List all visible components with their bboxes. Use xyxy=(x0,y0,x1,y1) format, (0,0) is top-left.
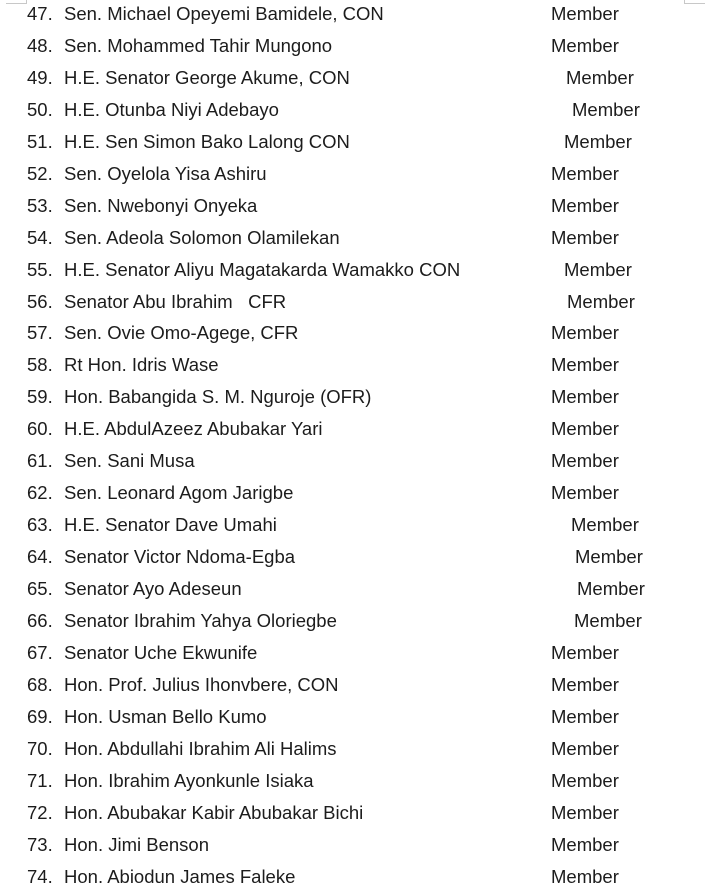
list-item xyxy=(0,575,720,607)
member-role: Member xyxy=(551,834,619,855)
list-item xyxy=(0,192,720,224)
member-name: Senator Ibrahim Yahya Oloriegbe xyxy=(64,610,337,631)
member-name: Senator Victor Ndoma-Egba xyxy=(64,546,296,567)
list-item xyxy=(0,32,720,64)
member-name: Hon. Prof. Julius Ihonvbere, CON xyxy=(64,674,339,695)
member-name: Sen. Oyelola Yisa Ashiru xyxy=(64,163,267,184)
member-role: Member xyxy=(551,418,619,439)
item-number: 59. xyxy=(27,386,53,407)
item-number: 51. xyxy=(27,131,53,152)
member-role: Member xyxy=(577,578,645,599)
member-role: Member xyxy=(564,259,632,280)
member-name: Hon. Abiodun James Faleke xyxy=(64,866,296,887)
member-role: Member xyxy=(572,99,640,120)
list-item xyxy=(0,160,720,192)
member-name: Hon. Usman Bello Kumo xyxy=(64,706,267,727)
item-number: 74. xyxy=(27,866,53,887)
item-number: 61. xyxy=(27,450,53,471)
item-number: 50. xyxy=(27,99,53,120)
list-item xyxy=(0,607,720,639)
member-role: Member xyxy=(551,35,619,56)
item-number: 73. xyxy=(27,834,53,855)
member-role: Member xyxy=(574,610,642,631)
list-item xyxy=(0,96,720,128)
item-number: 48. xyxy=(27,35,53,56)
member-name: Senator Uche Ekwunife xyxy=(64,642,258,663)
list-item xyxy=(0,703,720,735)
member-name: Hon. Babangida S. M. Nguroje (OFR) xyxy=(64,386,372,407)
member-role: Member xyxy=(551,163,619,184)
member-role: Member xyxy=(551,674,619,695)
member-role: Member xyxy=(575,546,643,567)
list-item xyxy=(0,543,720,575)
member-role: Member xyxy=(551,195,619,216)
item-number: 58. xyxy=(27,354,53,375)
item-number: 56. xyxy=(27,291,53,312)
item-number: 72. xyxy=(27,802,53,823)
item-number: 70. xyxy=(27,738,53,759)
member-name: Sen. Nwebonyi Onyeka xyxy=(64,195,258,216)
list-item xyxy=(0,799,720,831)
item-number: 60. xyxy=(27,418,53,439)
item-number: 49. xyxy=(27,67,53,88)
member-role: Member xyxy=(566,67,634,88)
item-number: 63. xyxy=(27,514,53,535)
member-name: Sen. Michael Opeyemi Bamidele, CON xyxy=(64,3,384,24)
list-item xyxy=(0,511,720,543)
member-role: Member xyxy=(551,354,619,375)
member-role: Member xyxy=(551,227,619,248)
list-item xyxy=(0,415,720,447)
item-number: 69. xyxy=(27,706,53,727)
item-number: 65. xyxy=(27,578,53,599)
member-name: H.E. AbdulAzeez Abubakar Yari xyxy=(64,418,323,439)
item-number: 52. xyxy=(27,163,53,184)
member-role: Member xyxy=(551,322,619,343)
member-role: Member xyxy=(551,802,619,823)
item-number: 47. xyxy=(27,3,53,24)
item-number: 55. xyxy=(27,259,53,280)
list-item xyxy=(0,863,720,895)
item-number: 67. xyxy=(27,642,53,663)
member-role: Member xyxy=(567,291,635,312)
member-name: H.E. Sen Simon Bako Lalong CON xyxy=(64,131,350,152)
member-role: Member xyxy=(551,482,619,503)
item-number: 62. xyxy=(27,482,53,503)
list-item xyxy=(0,256,720,288)
item-number: 64. xyxy=(27,546,53,567)
member-role: Member xyxy=(551,3,619,24)
member-name: H.E. Senator Dave Umahi xyxy=(64,514,277,535)
member-name: Sen. Adeola Solomon Olamilekan xyxy=(64,227,340,248)
member-role: Member xyxy=(564,131,632,152)
member-name: Hon. Ibrahim Ayonkunle Isiaka xyxy=(64,770,314,791)
list-item xyxy=(0,319,720,351)
item-number: 53. xyxy=(27,195,53,216)
list-item xyxy=(0,288,720,320)
member-name: Senator Abu Ibrahim CFR xyxy=(64,291,287,312)
item-number: 71. xyxy=(27,770,53,791)
list-item xyxy=(0,831,720,863)
member-role: Member xyxy=(551,770,619,791)
member-name: Hon. Abubakar Kabir Abubakar Bichi xyxy=(64,802,364,823)
item-number: 66. xyxy=(27,610,53,631)
list-item xyxy=(0,447,720,479)
member-role: Member xyxy=(551,866,619,887)
list-item xyxy=(0,383,720,415)
item-number: 57. xyxy=(27,322,53,343)
member-role: Member xyxy=(551,450,619,471)
list-item xyxy=(0,639,720,671)
member-name: H.E. Senator George Akume, CON xyxy=(64,67,350,88)
member-name: Sen. Mohammed Tahir Mungono xyxy=(64,35,333,56)
list-item xyxy=(0,0,720,32)
list-item xyxy=(0,224,720,256)
list-item xyxy=(0,351,720,383)
member-name: Sen. Leonard Agom Jarigbe xyxy=(64,482,294,503)
list-item xyxy=(0,671,720,703)
member-name: Hon. Jimi Benson xyxy=(64,834,209,855)
member-name: Sen. Ovie Omo-Agege, CFR xyxy=(64,322,299,343)
item-number: 68. xyxy=(27,674,53,695)
member-role: Member xyxy=(551,706,619,727)
member-name: Hon. Abdullahi Ibrahim Ali Halims xyxy=(64,738,337,759)
list-item xyxy=(0,735,720,767)
member-role: Member xyxy=(571,514,639,535)
member-role: Member xyxy=(551,386,619,407)
member-name: H.E. Otunba Niyi Adebayo xyxy=(64,99,279,120)
member-role: Member xyxy=(551,642,619,663)
item-number: 54. xyxy=(27,227,53,248)
member-name: Sen. Sani Musa xyxy=(64,450,195,471)
member-name: Rt Hon. Idris Wase xyxy=(64,354,219,375)
list-item xyxy=(0,64,720,96)
list-item xyxy=(0,479,720,511)
list-item xyxy=(0,128,720,160)
list-item xyxy=(0,767,720,799)
member-name: H.E. Senator Aliyu Magatakarda Wamakko CON xyxy=(64,259,461,280)
member-role: Member xyxy=(551,738,619,759)
member-name: Senator Ayo Adeseun xyxy=(64,578,242,599)
